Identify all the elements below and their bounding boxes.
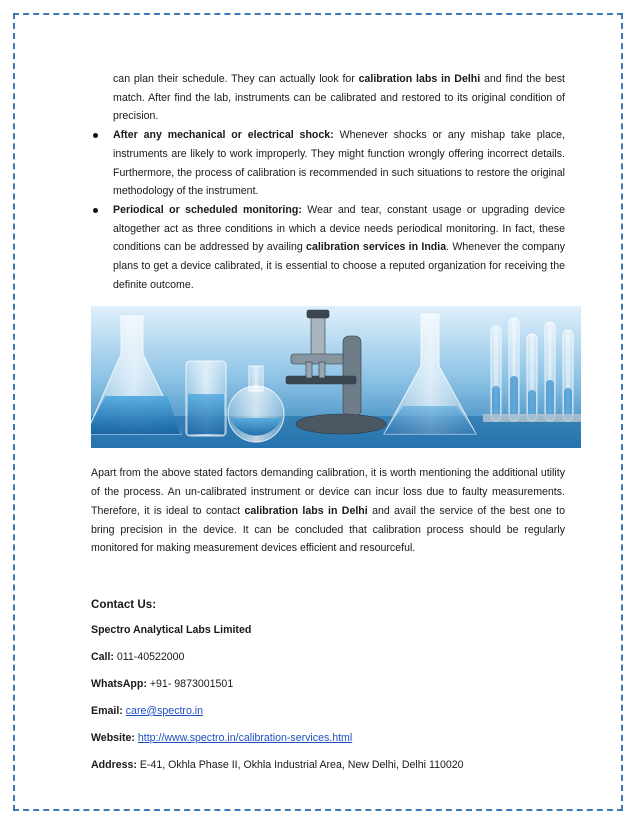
bullet-title: Periodical or scheduled monitoring: — [113, 203, 302, 216]
company-name-text: Spectro Analytical Labs Limited — [91, 623, 252, 636]
bullet-item-monitoring — [91, 201, 565, 295]
whatsapp-value: +91- 9873001501 — [146, 677, 234, 690]
lab-equipment-image — [91, 306, 581, 448]
address-value: E-41, Okhla Phase II, Okhla Industrial Area, New Delhi, Delhi 110020 — [136, 758, 464, 771]
bullet-text-post: . Whenever the company plans to get a device calibrated, it is essential to choose a reputed organization for receiving the definite outcome. — [113, 241, 566, 291]
conclusion-text-pre: Apart from the above stated factors demanding calibration, it is worth mentioning the additional utility of the process. An un-calibrated instrument or device can incur loss due to faulty measurements. Therefore, it is ideal to contact — [91, 467, 565, 517]
bullet-icon — [93, 133, 98, 138]
contact-website — [91, 731, 565, 745]
document-body — [91, 70, 565, 785]
bullet-text-pre: Wear and tear, constant usage or upgrading device altogether act as three conditions in which a device needs periodical monitoring. In fact, these conditions can be addressed by availing — [113, 203, 565, 254]
website-label: Website: — [91, 731, 135, 744]
contact-section — [91, 598, 565, 772]
bullet-list — [91, 126, 565, 294]
email-link[interactable]: care@spectro.in — [125, 704, 204, 717]
intro-text-pre: can plan their schedule. They can actually look for — [113, 73, 359, 85]
intro-bold-keyword: calibration labs in Delhi — [358, 73, 481, 85]
call-value: 011-40522000 — [113, 650, 185, 663]
intro-text-post: and find the best match. After find the lab, instruments can be calibrated and restored to its original condition of precision. — [113, 73, 566, 123]
address-label: Address: — [91, 758, 137, 771]
email-label: Email: — [91, 704, 123, 717]
whatsapp-label: WhatsApp: — [91, 677, 147, 690]
bullet-title: After any mechanical or electrical shock: — [113, 129, 334, 142]
contact-address — [91, 758, 565, 772]
bullet-item-shock — [91, 126, 565, 201]
contact-whatsapp — [91, 677, 565, 691]
contact-email — [91, 704, 565, 718]
bullet-bold-keyword: calibration services in India — [306, 241, 447, 254]
bullet-text: Whenever shocks or any mishap take place, instruments are likely to work improperly. They might function wrongly offering incorrect details. Furthermore, the process of calibration is recommended in such situations to restore the original methodology of the instrument. — [113, 129, 565, 198]
intro-paragraph — [91, 70, 565, 126]
conclusion-text-post: and avail the service of the best one to bring precision in the device. It can be concluded that calibration process should be regularly monitored for making measurement devices efficient and resourceful. — [91, 504, 565, 555]
contact-title: Contact Us: — [91, 597, 157, 611]
conclusion-paragraph — [91, 464, 565, 558]
website-link[interactable]: http://www.spectro.in/calibration-services.html — [137, 731, 353, 744]
company-name — [91, 623, 565, 637]
contact-call — [91, 650, 565, 664]
conclusion-bold-keyword: calibration labs in Delhi — [244, 504, 368, 517]
bullet-icon — [93, 208, 98, 213]
call-label: Call: — [91, 650, 114, 663]
